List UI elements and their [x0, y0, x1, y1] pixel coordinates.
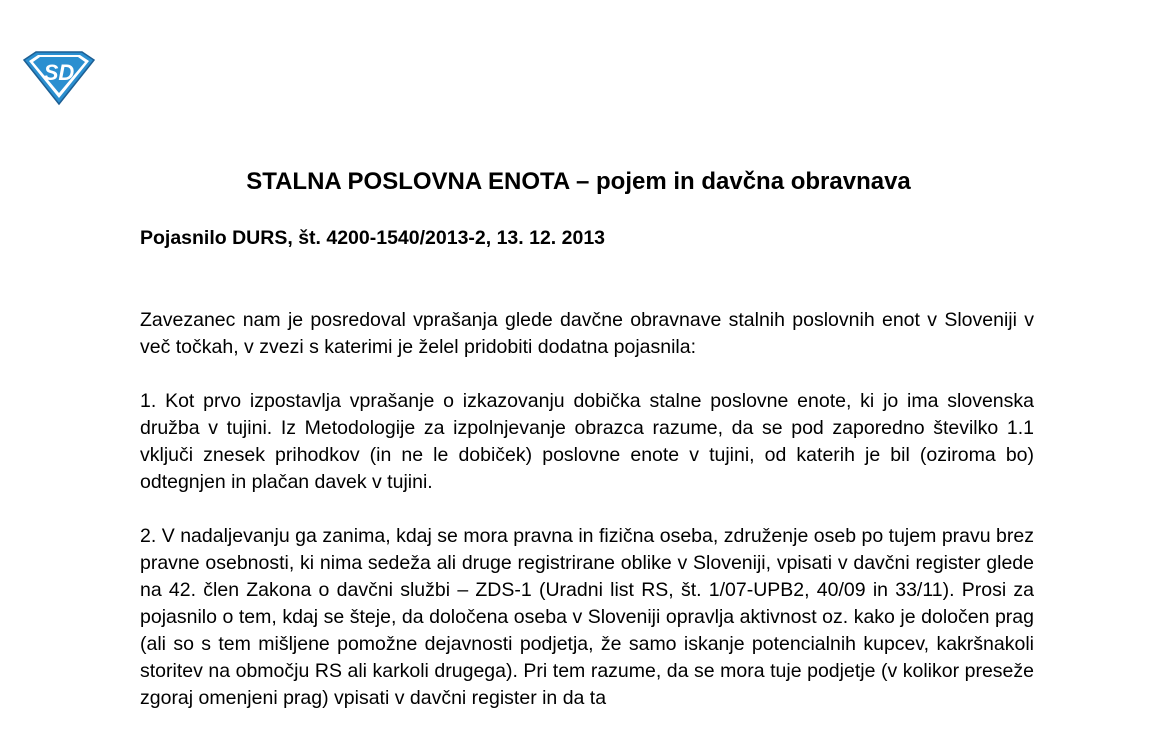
paragraph-point-2: 2. V nadaljevanju ga zanima, kdaj se mora pravna in fizična oseba, združenje oseb po tujem pravu brez pravne osebnosti, ki nima sedeža ali druge registrirane oblike v Sloveniji, vpisati v davčni register glede na 42. člen Zakona o davčni službi – ZDS-1 (Uradni list RS, št. 1/07-UPB2, 40/09 in 33/11). Prosi za pojasnilo o tem, kdaj se šteje, da določena oseba v Sloveniji opravlja aktivnost oz. kako je določen prag (ali so s tem mišljene pomožne dejavnosti podjetja, že samo iskanje potencialnih kupcev, kakršnakoli storitev na območju RS ali karkoli drugega). Pri tem razume, da se mora tuje podjetje (v kolikor preseže zgoraj omenjeni prag) vpisati v davčni register in da ta — [140, 525, 1034, 709]
sd-shield-logo-icon — [22, 50, 96, 106]
intro-paragraph: Zavezanec nam je posredoval vprašanja glede davčne obravnave stalnih poslovnih enot v Sloveniji v več točkah, v zvezi s katerimi je želel pridobiti dodatna pojasnila: — [140, 309, 1034, 358]
paragraph-point-1: 1. Kot prvo izpostavlja vprašanje o izkazovanju dobička stalne poslovne enote, ki jo ima slovenska družba v tujini. Iz Metodologije za izpolnjevanje obrazca razume, da se pod zaporedno številko 1.1 vključi znesek prihodkov (in ne le dobiček) poslovne enote v tujini, od katerih je bil (oziroma bo) odtegnjen in plačan davek v tujini. — [140, 390, 1034, 493]
document-body — [140, 307, 1034, 739]
logo-lettering: SD — [43, 60, 75, 85]
document-title: STALNA POSLOVNA ENOTA – pojem in davčna obravnava — [246, 168, 911, 195]
document-subtitle: Pojasnilo DURS, št. 4200-1540/2013-2, 13. 12. 2013 — [140, 227, 606, 249]
